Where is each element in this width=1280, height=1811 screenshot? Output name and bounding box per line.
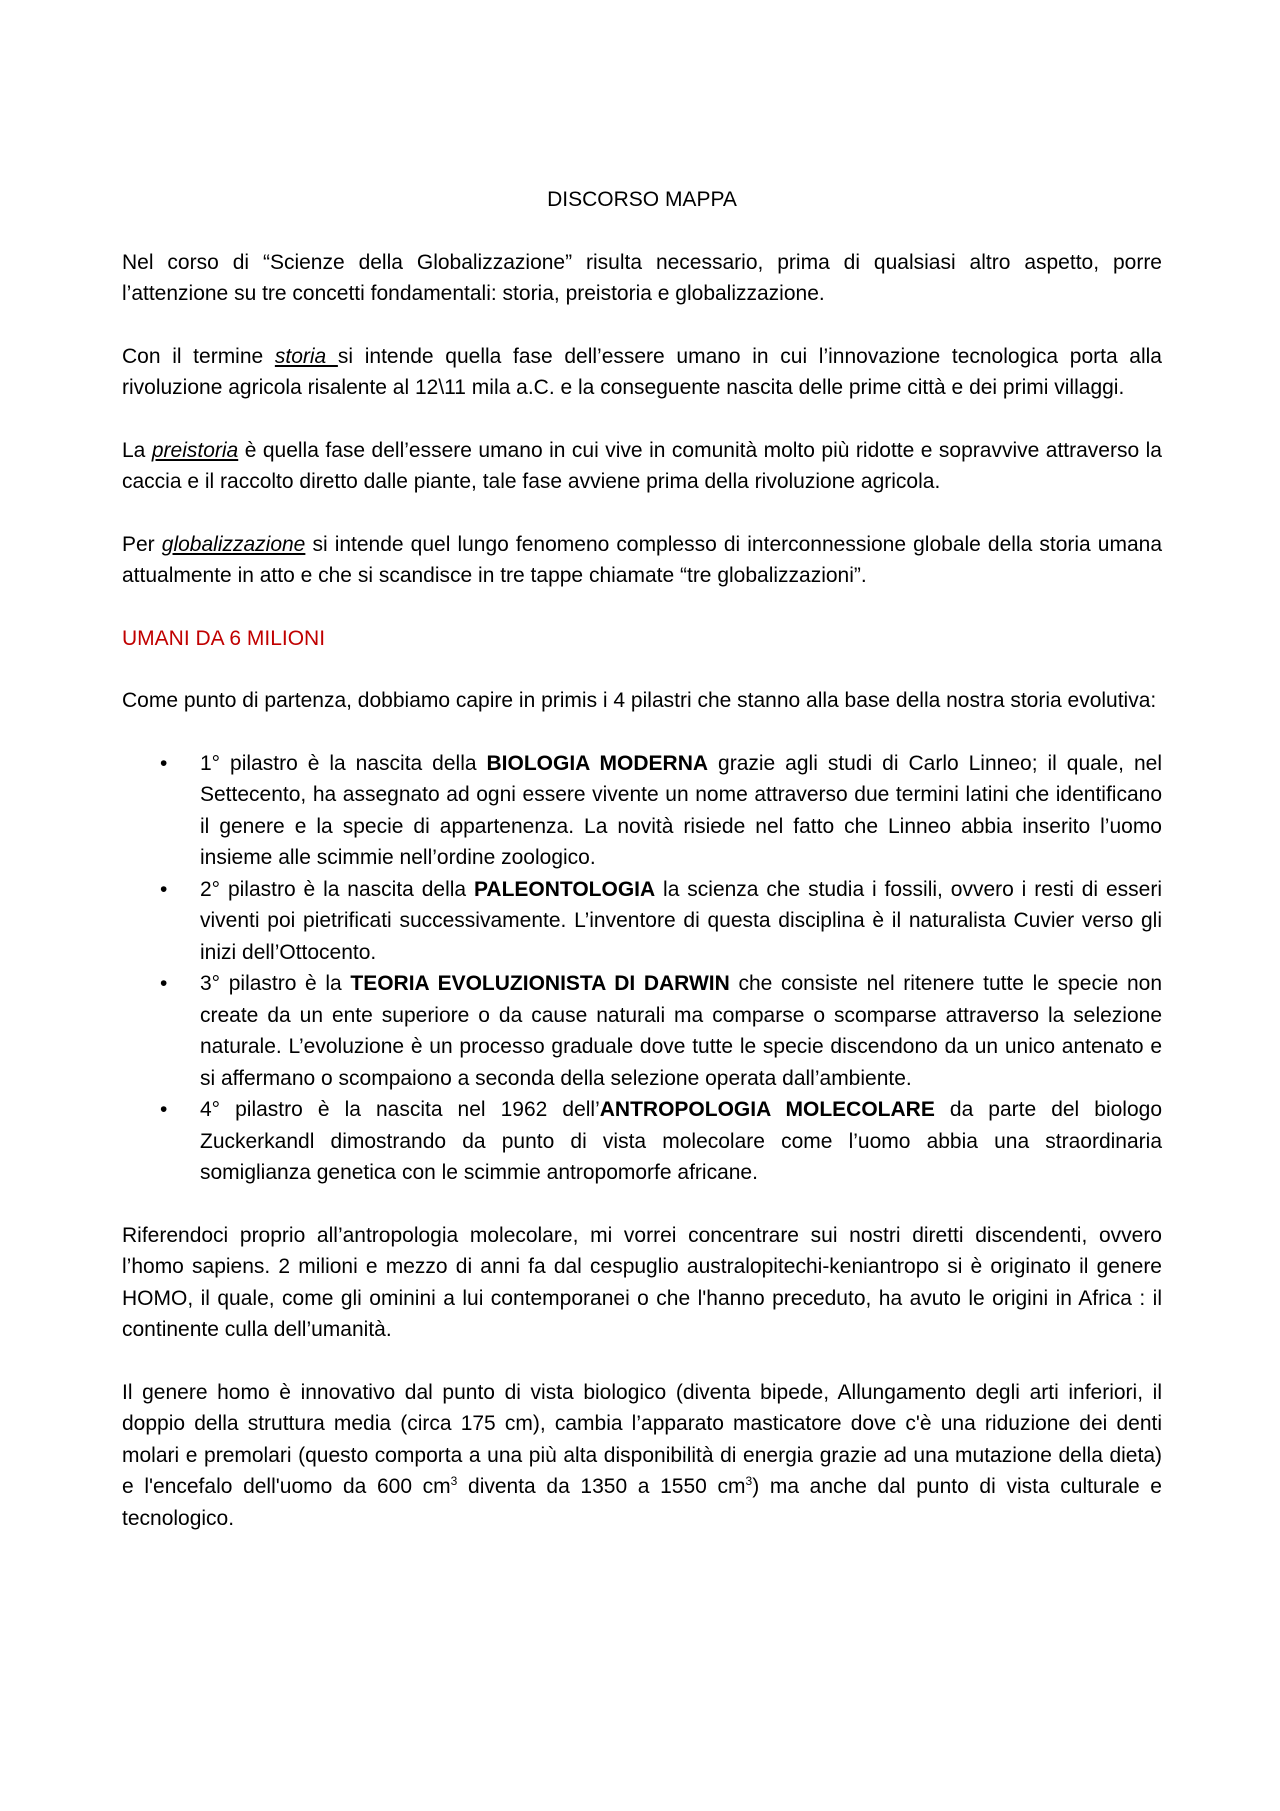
globalizzazione-term: globalizzazione [161,532,306,556]
storia-term: storia [274,344,338,368]
pillar-2-bold: PALEONTOLOGIA [473,877,656,901]
innovation-part-3: ) ma anche dal punto di vista culturale e tecnologico. [122,1475,1162,1530]
bullet-icon: • [160,877,168,901]
preistoria-before: La [122,438,152,462]
pillars-list [122,748,1162,1189]
pillar-1-before: 1° pilastro è la nascita della [200,751,487,775]
bullet-icon: • [160,972,168,995]
storia-paragraph [122,341,1162,404]
document-title: DISCORSO MAPPA [547,188,737,211]
pillar-3-bold: TEORIA EVOLUZIONISTA DI DARWIN [350,972,730,995]
homo-paragraph: Riferendoci proprio all’antropologia molecolare, mi vorrei concentrare sui nostri diretti discendenti, ovvero l’homo sapiens. 2 milioni e mezzo di anni fa dal cespuglio australopitechi-keniantropo si è originato il genere HOMO, il quale, come gli ominini a lui contemporanei o che l'hanno preceduto, ha avuto le origini in Africa : il continente culla dell’umanità. [122,1223,1162,1341]
pillar-2-before: 2° pilastro è la nascita della [200,877,474,901]
superscript-3: 3 [450,1474,458,1488]
pillars-intro-paragraph: Come punto di partenza, dobbiamo capire in primis i 4 pilastri che stanno alla base della nostra storia evolutiva: [122,689,1157,712]
pillar-3-after: che consiste nel ritenere tutte le specie non create da un ente superiore o da cause naturali ma comparse o scomparse attraverso la selezione naturale. L’evoluzione è un processo graduale dove tutte le specie discendono da un unico antenato e si affermano o scompaiono a seconda della selezione operata dall’ambiente. [200,972,1163,1090]
innovation-part-1: Il genere homo è innovativo dal punto di vista biologico (diventa bipede, Allungamento degli arti inferiori, il doppio della struttura media (circa 175 cm), cambia l’apparato masticatore dove c'è una riduzione dei denti molari e premolari (questo comporta a una più alta disponibilità di energia grazie ad una mutazione della dieta) e l'encefalo dell'uomo da 600 cm [122,1380,1162,1498]
pillar-1-bold: BIOLOGIA MODERNA [486,751,709,775]
pillar-2-after: la scienza che studia i fossili, ovvero i resti di esseri viventi poi pietrificati successivamente. L’inventore di questa disciplina è il naturalista Cuvier verso gli inizi dell’Ottocento. [200,877,1162,964]
storia-before: Con il termine [122,344,275,368]
globalizzazione-paragraph [122,529,1162,592]
document-page [122,184,1162,1565]
list-item [122,968,1162,1094]
pillar-4-after: da parte del biologo Zuckerkandl dimostrando da punto di vista molecolare come l’uomo abbia una straordinaria somiglianza genetica con le scimmie antropomorfe africane. [200,1098,1162,1184]
section-heading: UMANI DA 6 MILIONI [122,626,326,650]
innovation-paragraph [122,1377,1162,1535]
preistoria-after: è quella fase dell’essere umano in cui vive in comunità molto più ridotte e sopravvive attraverso la caccia e il raccolto diretto dalle piante, tale fase avviene prima della rivoluzione agricola. [122,438,1162,493]
innovation-part-2: diventa da 1350 a 1550 cm [457,1475,746,1498]
pillar-3-before: 3° pilastro è la [200,972,351,995]
globalizzazione-after: si intende quel lungo fenomeno complesso di interconnessione globale della storia umana attualmente in atto e che si scandisce in tre tappe chiamate “tre globalizzazioni”. [122,532,1163,587]
intro-paragraph: Nel corso di “Scienze della Globalizzazione” risulta necessario, prima di qualsiasi altro aspetto, porre l’attenzione su tre concetti fondamentali: storia, preistoria e globalizzazione. [122,250,1162,305]
bullet-icon: • [160,1098,168,1121]
preistoria-term: preistoria [151,438,239,462]
pillar-4-bold: ANTROPOLOGIA MOLECOLARE [599,1098,935,1121]
list-item [122,748,1162,874]
bullet-icon: • [160,751,168,775]
preistoria-paragraph [122,435,1162,498]
pillar-1-after: grazie agli studi di Carlo Linneo; il quale, nel Settecento, ha assegnato ad ogni essere vivente un nome attraverso due termini latini che identificano il genere e la specie di appartenenza. La novità risiede nel fatto che Linneo abbia inserito l’uomo insieme alle scimmie nell’ordine zoologico. [200,751,1163,869]
globalizzazione-before: Per [122,532,162,556]
storia-after: si intende quella fase dell’essere umano in cui l’innovazione tecnologica porta alla rivoluzione agricola risalente al 12\11 mila a.C. e la conseguente nascita delle prime città e dei primi villaggi. [122,344,1162,399]
superscript-3: 3 [745,1474,753,1488]
pillar-4-before: 4° pilastro è la nascita nel 1962 dell’ [200,1098,600,1121]
list-item [122,1094,1162,1189]
list-item [122,874,1162,969]
